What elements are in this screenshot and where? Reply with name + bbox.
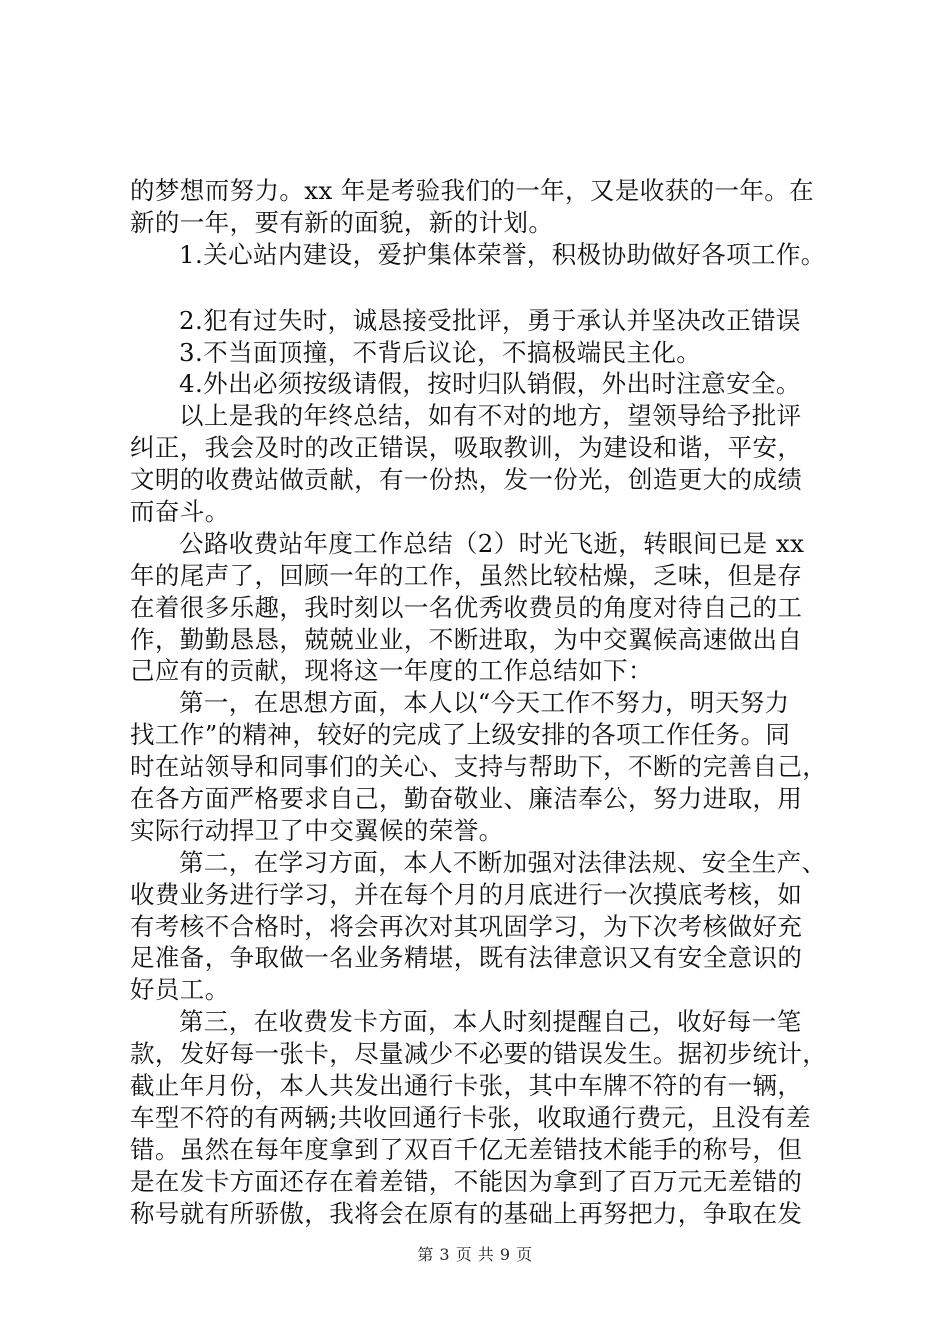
text-line: 在各方面严格要求自己，勤奋敬业、廉洁奉公，努力进取，用	[130, 784, 803, 814]
paragraph-start: 第二，在学习方面，本人不断加强对法律法规、安全生产、	[179, 847, 827, 877]
text-line: 作，勤勤恳恳，兢兢业业，不断进取，为中交翼候高速做出自	[130, 624, 803, 654]
text-line: 款，发好每一张卡，尽量减少不必要的错误发生。据初步统计，	[130, 1039, 828, 1069]
text-line: 纠正，我会及时的改正错误，吸取教训，为建设和谐，平安，	[130, 433, 803, 463]
text-line: 收费业务进行学习，并在每个月的月底进行一次摸底考核，如	[130, 879, 803, 909]
paragraph-start: 第一，在思想方面，本人以“今天工作不努力，明天努力	[179, 688, 790, 718]
text-line: 错。虽然在每年度拿到了双百千亿无差错技术能手的称号，但	[130, 1134, 803, 1164]
text-line: 称号就有所骄傲，我将会在原有的基础上再努把力，争取在发	[130, 1198, 803, 1228]
text-line: 实际行动捍卫了中交翼候的荣誉。	[130, 815, 504, 845]
paragraph-start: 第三，在收费发卡方面，本人时刻提醒自己，收好每一笔	[179, 1007, 802, 1037]
text-line: 在着很多乐趣，我时刻以一名优秀收费员的角度对待自己的工	[130, 592, 803, 622]
text-line: 好员工。	[130, 975, 230, 1005]
text-line: 的梦想而努力。xx 年是考验我们的一年，又是收获的一年。在	[130, 176, 815, 205]
text-line: 足准备，争取做一名业务精堪，既有法律意识又有安全意识的	[130, 943, 803, 973]
blank-gap	[130, 271, 830, 305]
text-line: 有考核不合格时，将会再次对其巩固学习，为下次考核做好充	[130, 911, 803, 941]
text-line: 年的尾声了，回顾一年的工作，虽然比较枯燥，乏味，但是存	[130, 560, 803, 590]
text-line: 是在发卡方面还存在着差错，不能因为拿到了百万元无差错的	[130, 1166, 803, 1196]
list-item-3: 3.不当面顶撞，不背后议论，不搞极端民主化。	[179, 337, 702, 367]
text-line: 时在站领导和同事们的关心、支持与帮助下，不断的完善自己，	[130, 752, 828, 782]
text-line: 截止年月份，本人共发出通行卡张，其中车牌不符的有一辆，	[130, 1071, 803, 1101]
paragraph-start: 公路收费站年度工作总结（2）时光飞逝，转眼间已是 xx	[179, 528, 805, 558]
list-item-1: 1.关心站内建设，爱护集体荣誉，积极协助做好各项工作。	[179, 239, 826, 269]
text-line: 文明的收费站做贡献，有一份热，发一份光，创造更大的成绩	[130, 465, 803, 495]
text-line: 而奋斗。	[130, 497, 230, 527]
text-line: 己应有的贡献，现将这一年度的工作总结如下：	[130, 656, 653, 686]
document-body	[130, 175, 830, 1230]
text-line: 找工作”的精神，较好的完成了上级安排的各项工作任务。同	[130, 720, 791, 750]
text-line: 新的一年，要有新的面貌，新的计划。	[130, 207, 554, 237]
list-item-2: 2.犯有过失时，诚恳接受批评，勇于承认并坚决改正错误	[179, 305, 801, 335]
paragraph-start: 以上是我的年终总结，如有不对的地方，望领导给予批评	[179, 401, 802, 431]
text-line: 车型不符的有两辆;共收回通行卡张，收取通行费元，且没有差	[130, 1102, 811, 1132]
page-number: 第 3 页 共 9 页	[417, 1245, 533, 1264]
list-item-4: 4.外出必须按级请假，按时归队销假，外出时注意安全。	[179, 369, 801, 399]
